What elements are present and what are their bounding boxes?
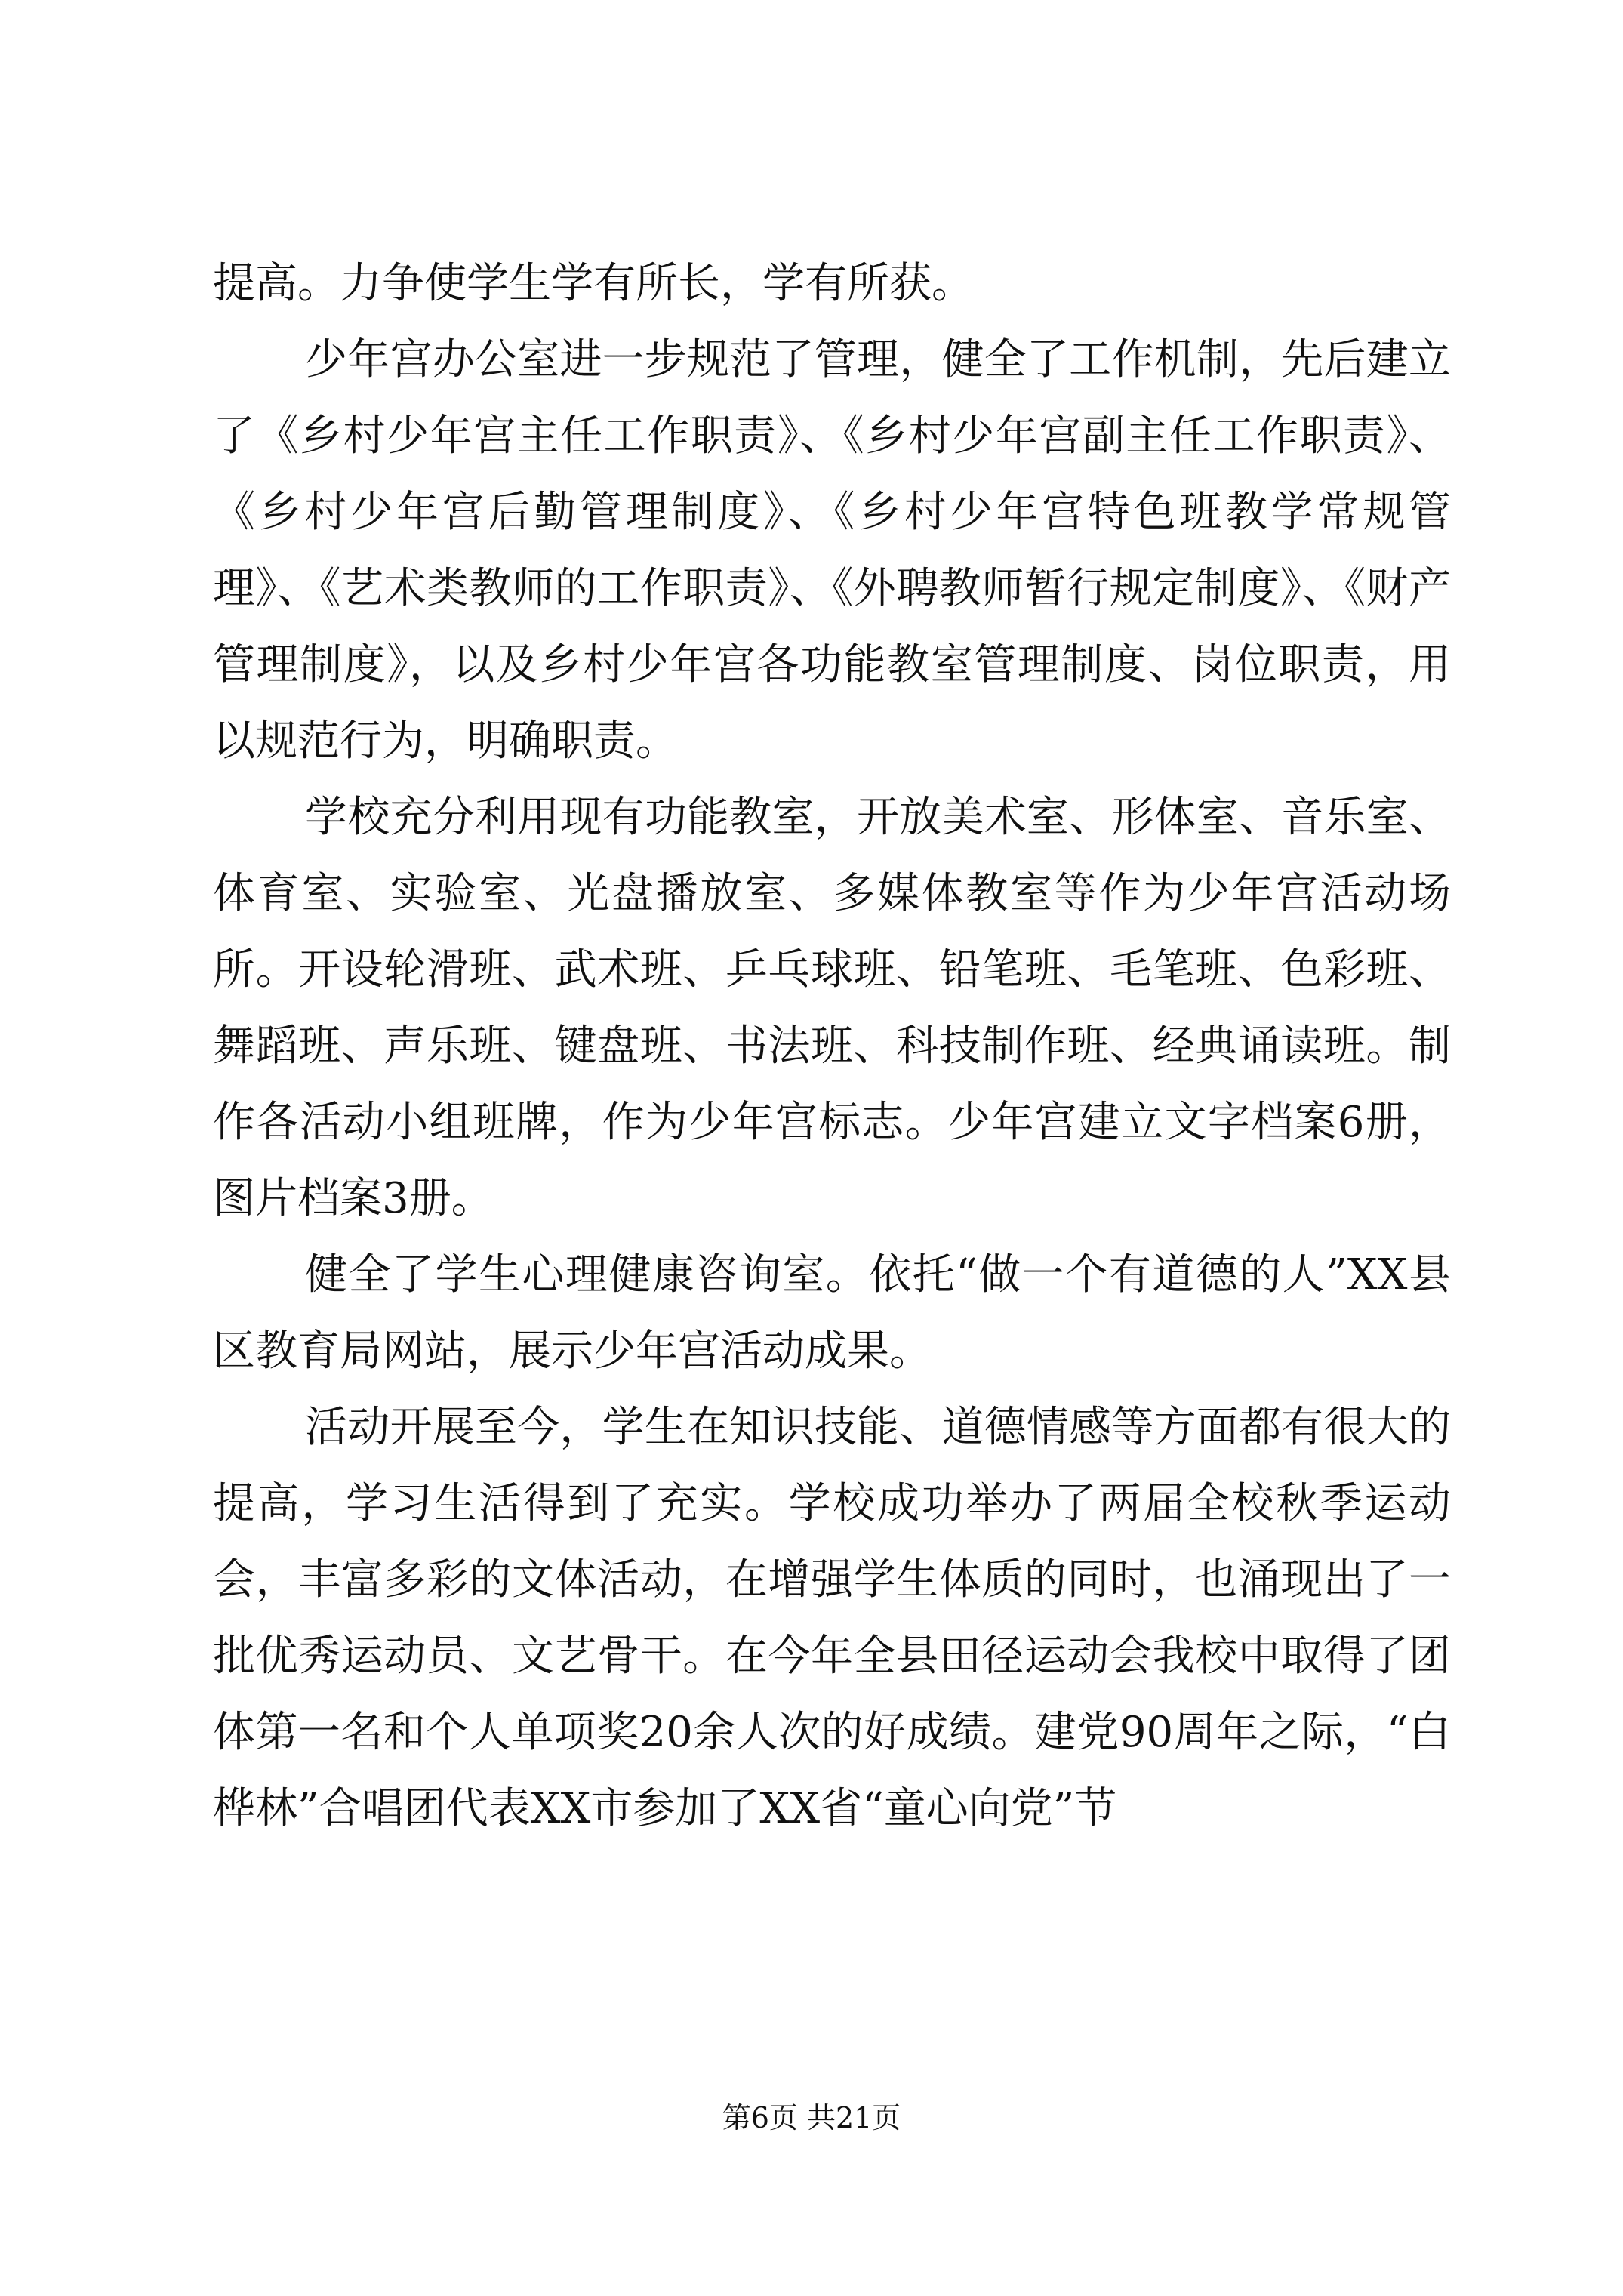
paragraph-4: 健全了学生心理健康咨询室。依托“做一个有道德的人”XX县区教育局网站，展示少年宫活动成果。 bbox=[213, 1250, 1451, 1376]
paragraph-3: 学校充分利用现有功能教室，开放美术室、形体室、音乐室、体育室、实验室、光盘播放室、多媒体教室等作为少年宫活动场所。开设轮滑班、武术班、乒乓球班、铅笔班、毛笔班、色彩班、舞蹈班、声乐班、键盘班、书法班、科技制作班、经典诵读班。制作各活动小组班牌，作为少年宫标志。少年宫建立文字档案6册，图片档案3册。 bbox=[213, 793, 1451, 1223]
paragraph-5: 活动开展至今，学生在知识技能、道德情感等方面都有很大的提高，学习生活得到了充实。学校成功举办了两届全校秋季运动会，丰富多彩的文体活动，在增强学生体质的同时，也涌现出了一批优秀运动员、文艺骨干。在今年全县田径运动会我校中取得了团体第一名和个人单项奖20余人次的好成绩。建党90周年之际，“白桦林”合唱团代表XX市参加了XX省“童心向党”节 bbox=[213, 1403, 1451, 1833]
body-text bbox=[213, 245, 1451, 1847]
page-footer: 第6页 共21页 bbox=[722, 2101, 901, 2134]
paragraph-1: 提高。力争使学生学有所长，学有所获。 bbox=[213, 259, 974, 308]
paragraph-2: 少年宫办公室进一步规范了管理，健全了工作机制，先后建立了《乡村少年宫主任工作职责》、《乡村少年宫副主任工作职责》、《乡村少年宫后勤管理制度》、《乡村少年宫特色班教学常规管理》、《艺术类教师的工作职责》、《外聘教师暂行规定制度》、《财产管理制度》，以及乡村少年宫各功能教室管理制度、岗位职责，用以规范行为，明确职责。 bbox=[213, 335, 1451, 766]
